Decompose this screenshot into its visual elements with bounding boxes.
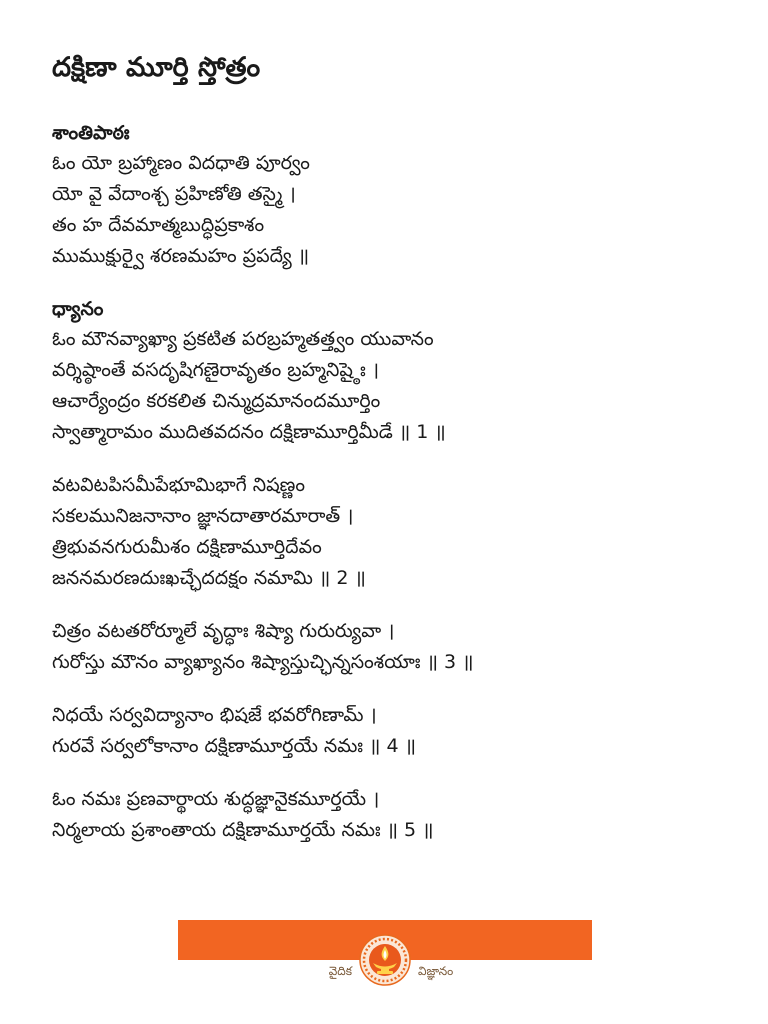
verse-line: తం హ దేవమాత్మబుద్ధిప్రకాశం <box>52 214 265 236</box>
verse-line: సకలమునిజనానాం జ్ఞానదాతారమారాత్ । <box>52 505 354 527</box>
verse-section-shanti-patha <box>52 118 732 272</box>
verse-line: స్వాత్మారామం ముదితవదనం దక్షిణామూర్తిమీడే ॥ 1 ॥ <box>52 421 446 443</box>
verse-line: చిత్రం వటతరోర్మూలే వృద్ధాః శిష్యా గురుర్యువా । <box>52 620 395 642</box>
verse-line: వటవిటపిసమీపేభూమిభాగే నిషణ్ణం <box>52 474 305 496</box>
verse-section-4 <box>52 700 732 762</box>
brand-right-label: విజ్ఞానం <box>418 964 454 978</box>
section-heading: ధ్యానం <box>52 298 104 320</box>
verse-line: వర్శిష్ఠాంతే వసదృషిగణైరావృతం బ్రహ్మనిష్ఠైః । <box>52 359 380 381</box>
verse-line: యో వై వేదాంశ్చ ప్రహిణోతి తస్మై । <box>52 183 296 205</box>
verse-line: ఓం మౌనవ్యాఖ్యా ప్రకటిత పరబ్రహ్మతత్త్వం యువానం <box>52 328 434 350</box>
verse-section-5 <box>52 784 732 846</box>
verse-line: త్రిభువనగురుమీశం దక్షిణామూర్తిదేవం <box>52 536 322 558</box>
footer-banner <box>178 920 592 990</box>
page-title: దక్షిణా మూర్తి స్తోత్రం <box>52 52 261 83</box>
verse-section-2 <box>52 470 732 594</box>
verse-line: నిర్మలాయ ప్రశాంతాయ దక్షిణామూర్తయే నమః ॥ 5 ॥ <box>52 819 434 841</box>
verse-line: గురోస్తు మౌనం వ్యాఖ్యానం శిష్యాస్తుచ్ఛిన్నసంశయాః ॥ 3 ॥ <box>52 651 474 673</box>
verse-line: జననమరణదుఃఖచ్ఛేదదక్షం నమామి ॥ 2 ॥ <box>52 567 366 589</box>
stotram-document <box>52 48 732 868</box>
verse-line: ఆచార్యేంద్రం కరకలిత చిన్ముద్రమానందమూర్తిం <box>52 390 381 412</box>
verse-section-dhyanam <box>52 294 732 448</box>
verse-line: ముముక్షుర్వై శరణమహం ప్రపద్యే ॥ <box>52 245 310 267</box>
verse-line: ఓం యో బ్రహ్మాణం విదధాతి పూర్వం <box>52 152 310 174</box>
verse-section-3 <box>52 616 732 678</box>
verse-line: నిధయే సర్వవిద్యానాం భిషజే భవరోగిణామ్ । <box>52 704 377 726</box>
section-heading: శాంతిపాఠః <box>52 122 130 144</box>
lamp-emblem-icon <box>359 934 411 986</box>
brand-left-label: వైదిక <box>328 964 352 978</box>
verse-line: ఓం నమః ప్రణవార్థాయ శుద్ధజ్ఞానైకమూర్తయే । <box>52 788 380 810</box>
verse-line: గురవే సర్వలోకానాం దక్షిణామూర్తయే నమః ॥ 4 ॥ <box>52 735 416 757</box>
